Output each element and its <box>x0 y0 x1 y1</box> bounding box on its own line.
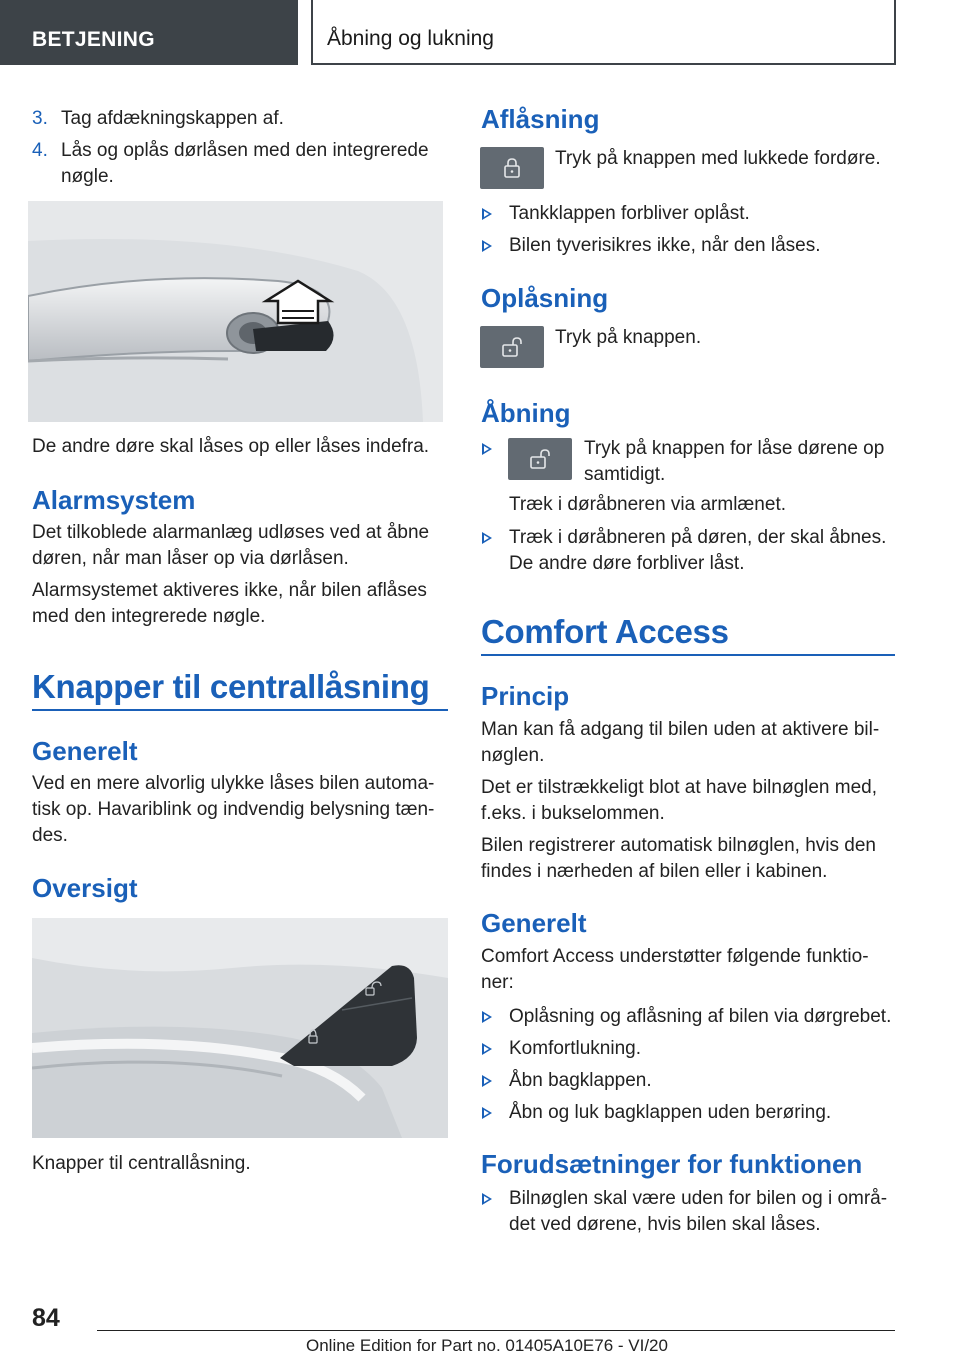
header-chapter-tab <box>311 0 896 65</box>
comfort-item-4: Åbn og luk bagklappen uden berøring. <box>509 1102 832 1123</box>
section-rule-left <box>32 709 448 711</box>
caption-central-locking-buttons: Knapper til centrallåsning. <box>32 1153 251 1174</box>
opening-bullet-2-line2: De andre døre forbliver låst. <box>509 553 745 574</box>
unlocking-description: Tryk på knappen. <box>555 327 702 348</box>
general-right-line1: Comfort Access understøtter følgende funktio- <box>481 946 869 967</box>
unlock-button-image <box>480 326 544 368</box>
bullet-triangle-icon <box>482 443 492 455</box>
heading-general-left: Generelt <box>32 736 138 766</box>
general-line1: Ved en mere alvorlig ulykke låses bilen automa- <box>32 773 435 794</box>
comfort-item-1: Oplåsning og aflåsning af bilen via dørgrebet. <box>509 1006 892 1027</box>
step-text-4-cont: nøgle. <box>61 166 114 187</box>
principle-p1-line2: nøglen. <box>481 745 545 766</box>
general-line3: des. <box>32 825 68 846</box>
para-other-doors: De andre døre skal låses op eller låses indefra. <box>32 436 430 457</box>
general-right-line2: ner: <box>481 972 514 993</box>
heading-overview: Oversigt <box>32 873 138 903</box>
heading-alarm-system: Alarmsystem <box>32 485 196 515</box>
heading-requirements: Forudsætninger for funktionen <box>481 1149 863 1179</box>
heading-unlocking: Oplåsning <box>481 283 609 313</box>
alarm-para1-line2: døren, når man låser op via dørlåsen. <box>32 548 349 569</box>
bullet-triangle-icon <box>482 532 492 544</box>
alarm-para1-line1: Det tilkoblede alarmanlæg udløses ved at åbne <box>32 522 430 543</box>
lock-button-image <box>480 147 544 189</box>
bullet-triangle-icon <box>482 1075 492 1087</box>
step-text-3: Tag afdækningskappen af. <box>61 108 284 129</box>
principle-p2-line1: Det er tilstrækkeligt blot at have bilnøglen med, <box>481 777 878 798</box>
bullet-triangle-icon <box>482 1011 492 1023</box>
bullet-triangle-icon <box>482 240 492 252</box>
heading-opening: Åbning <box>481 398 571 428</box>
heading-central-locking-buttons: Knapper til centrallåsning <box>32 668 430 705</box>
alarm-para2-line1: Alarmsystemet aktiveres ikke, når bilen aflåses <box>32 580 427 601</box>
footer-edition: Online Edition for Part no. 01405A10E76 - VI/20 <box>306 1336 668 1355</box>
door-handle-key-photo <box>28 201 443 422</box>
bullet-triangle-icon <box>482 1043 492 1055</box>
step-text-4: Lås og oplås dørlåsen med den integrerede <box>61 140 429 161</box>
heading-comfort-access: Comfort Access <box>481 613 729 650</box>
opening-bullet-1-line1: Tryk på knappen for låse dørene op <box>584 438 885 459</box>
general-line2: tisk op. Havariblink og indvendig belysning tæn- <box>32 799 435 820</box>
bullet-triangle-icon <box>482 1193 492 1205</box>
heading-principle: Princip <box>481 681 570 711</box>
heading-locking: Aflåsning <box>481 104 600 134</box>
step-number-4: 4. <box>32 140 48 161</box>
footer-rule <box>97 1330 895 1331</box>
locking-bullet-2: Bilen tyverisikres ikke, når den låses. <box>509 235 821 256</box>
section-rule-right <box>481 654 895 656</box>
comfort-item-2: Komfortlukning. <box>509 1038 642 1059</box>
principle-p3-line2: findes i nærheden af bilen eller i kabinen. <box>481 861 828 882</box>
locking-bullet-1: Tankklappen forbliver oplåst. <box>509 203 750 224</box>
door-handle-key-illustration <box>28 201 443 422</box>
opening-bullet-2-line1: Træk i døråbneren på døren, der skal åbnes. <box>509 527 887 548</box>
principle-p2-line2: f.eks. i bukselommen. <box>481 803 665 824</box>
lock-open-icon <box>502 336 526 358</box>
header-section-tab <box>0 0 298 65</box>
step-number-3: 3. <box>32 108 48 129</box>
bullet-triangle-icon <box>482 1107 492 1119</box>
opening-bullet-1-line3: Træk i døråbneren via armlænet. <box>509 494 787 515</box>
bullet-triangle-icon <box>482 208 492 220</box>
principle-p1-line1: Man kan få adgang til bilen uden at aktivere bil- <box>481 719 880 740</box>
header-section-title: BETJENING <box>32 28 155 51</box>
opening-bullet-1-line2: samtidigt. <box>584 464 666 485</box>
heading-general-right: Generelt <box>481 908 587 938</box>
central-locking-buttons-illustration <box>32 918 448 1138</box>
header-chapter-title: Åbning og lukning <box>327 27 494 50</box>
central-locking-buttons-photo <box>32 918 448 1138</box>
principle-p3-line1: Bilen registrerer automatisk bilnøglen, hvis den <box>481 835 876 856</box>
requirement-line1: Bilnøglen skal være uden for bilen og i områ- <box>509 1188 888 1209</box>
requirement-line2: det ved dørene, hvis bilen skal låses. <box>509 1214 821 1235</box>
unlock-button-image-2 <box>508 438 572 480</box>
page-number: 84 <box>32 1304 60 1332</box>
lock-open-icon <box>530 448 554 470</box>
comfort-item-3: Åbn bagklappen. <box>509 1070 652 1091</box>
locking-description: Tryk på knappen med lukkede fordøre. <box>555 148 881 169</box>
lock-closed-icon <box>502 157 522 179</box>
alarm-para2-line2: med den integrerede nøgle. <box>32 606 266 627</box>
